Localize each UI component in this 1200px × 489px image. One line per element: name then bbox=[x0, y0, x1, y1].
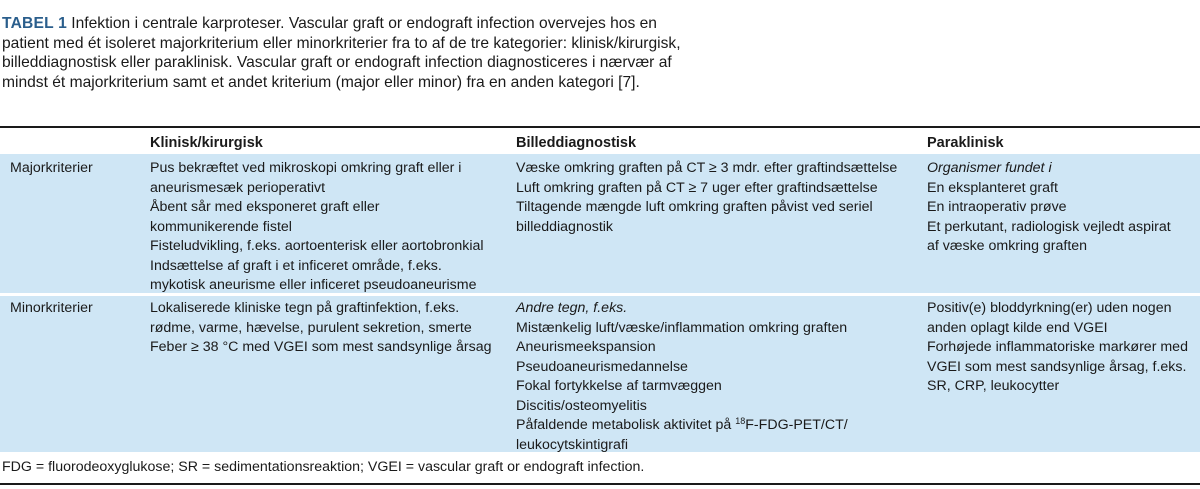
pet-text-after: F-FDG-PET/CT/ bbox=[745, 417, 848, 433]
column-header-klinisk: Klinisk/kirurgisk bbox=[150, 135, 263, 151]
text-line: Indsættelse af graft i et inficeret område, f.eks. bbox=[150, 257, 442, 274]
text-line: Væske omkring graften på CT ≥ 3 mdr. efter graftindsættelse bbox=[516, 160, 898, 176]
table-footnote: FDG = fluorodeoxyglukose; SR = sedimentationsreaktion; VGEI = vascular graft or endograft infection. bbox=[2, 459, 645, 475]
text-line: En intraoperativ prøve bbox=[927, 199, 1067, 215]
pet-text-before: Påfaldende metabolisk aktivitet på bbox=[516, 417, 736, 433]
text-line: SR, CRP, leukocytter bbox=[927, 378, 1060, 394]
text-line-italic: Organismer fundet i bbox=[927, 160, 1052, 176]
text-line: billeddiagnostik bbox=[516, 218, 614, 235]
text-line: mykotisk aneurisme eller inficeret pseudoaneurisme bbox=[150, 277, 477, 293]
text-line: Positiv(e) bloddyrkning(er) uden nogen bbox=[927, 300, 1172, 316]
minor-klinisk-cell bbox=[150, 299, 492, 358]
table-caption bbox=[2, 14, 702, 92]
text-line: Feber ≥ 38 °C med VGEI som mest sandsynlige årsag bbox=[150, 339, 492, 355]
text-line: Pus bekræftet ved mikroskopi omkring graft eller i bbox=[150, 160, 462, 176]
column-header-paraklinisk: Paraklinisk bbox=[927, 135, 1004, 151]
text-line: Tiltagende mængde luft omkring graften påvist ved seriel bbox=[516, 199, 873, 215]
row-label-minor: Minorkriterier bbox=[10, 300, 93, 316]
text-line: Forhøjede inflammatoriske markører med bbox=[927, 339, 1188, 355]
table-label: TABEL 1 bbox=[2, 15, 67, 32]
text-line: leukocytskintigrafi bbox=[516, 436, 628, 453]
minor-para-cell bbox=[927, 299, 1188, 397]
text-line: af væske omkring graften bbox=[927, 238, 1088, 254]
column-header-billeddiagnostisk: Billeddiagnostisk bbox=[516, 135, 637, 151]
caption-text: Infektion i centrale karproteser. Vascular graft or endograft infection overvejes hos en patient med ét isoleret majorkriterium eller minorkriterier fra to af de tre kategorier: klinisk/kirurgisk, billeddiagnostisk eller paraklinisk. Vascular graft or endograft infection diagnosticeres i nærvær af mindst ét majorkriterium samt et andet kriterium (major eller minor) fra en anden kategori [7]. bbox=[2, 15, 681, 91]
text-line: Pseudoaneurismedannelse bbox=[516, 358, 688, 375]
text-line: Aneurismeekspansion bbox=[516, 339, 656, 355]
text-line: Fisteludvikling, f.eks. aortoenterisk eller aortobronkial bbox=[150, 238, 484, 254]
text-line: VGEI som mest sandsynlige årsag, f.eks. bbox=[927, 358, 1187, 375]
major-klinisk-cell bbox=[150, 159, 484, 296]
top-rule bbox=[0, 126, 1200, 128]
text-line: Luft omkring graften på CT ≥ 7 uger efter graftindsættelse bbox=[516, 179, 878, 196]
text-line: Fokal fortykkelse af tarmvæggen bbox=[516, 378, 722, 394]
text-line: Åbent sår med eksponeret graft eller bbox=[150, 199, 380, 215]
text-line: Discitis/osteomyelitis bbox=[516, 397, 647, 414]
major-billed-cell bbox=[516, 159, 897, 237]
text-line: Et perkutant, radiologisk vejledt aspirat bbox=[927, 218, 1171, 235]
text-line: Lokaliserede kliniske tegn på graftinfektion, f.eks. bbox=[150, 300, 460, 316]
minor-billed-cell bbox=[516, 299, 848, 455]
text-line: En eksplanteret graft bbox=[927, 179, 1058, 196]
text-line: aneurismesæk perioperativt bbox=[150, 179, 326, 196]
row-label-major: Majorkriterier bbox=[10, 160, 93, 176]
text-line: kommunikerende fistel bbox=[150, 218, 292, 235]
text-line-pet bbox=[516, 416, 848, 436]
bottom-rule bbox=[0, 483, 1200, 485]
major-para-cell bbox=[927, 159, 1171, 257]
text-line: Mistænkelig luft/væske/inflammation omkring graften bbox=[516, 319, 848, 336]
text-line: anden oplagt kilde end VGEI bbox=[927, 319, 1108, 336]
pet-superscript: 18 bbox=[735, 416, 746, 426]
text-line-italic: Andre tegn, f.eks. bbox=[516, 300, 628, 316]
text-line: rødme, varme, hævelse, purulent sekretion, smerte bbox=[150, 319, 472, 336]
